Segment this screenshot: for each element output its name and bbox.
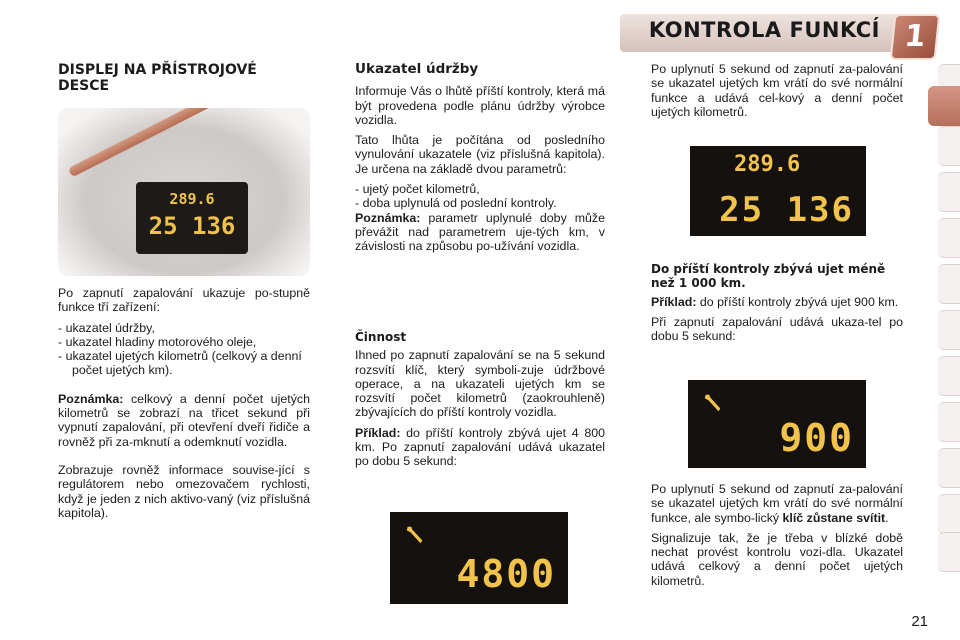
column-1 — [58, 62, 310, 94]
list-item: - ukazatel údržby, — [58, 320, 155, 335]
paragraph: Signalizuje tak, že je třeba v blízké době nechat provést kontrolu vozi-dla. Ukazatel udává celkový a denní počet ujetých kilometrů. — [651, 530, 903, 588]
paragraph: Po uplynutí 5 sekund od zapnutí za-palování se ukazatel ujetých km vrátí do své normální funkce, ale symbo-lický klíč zůstane svítit. — [651, 482, 903, 525]
total-readout: 25 136 — [719, 190, 854, 230]
page-number: 21 — [911, 613, 928, 630]
intro-paragraph: Po zapnutí zapalování ukazuje po-stupně funkce tří zařízení: — [58, 286, 310, 315]
chapter-tab[interactable] — [938, 172, 960, 212]
column-3-warning — [651, 262, 903, 349]
gauge-needle — [68, 108, 277, 177]
wrench-icon — [702, 392, 724, 414]
paragraph: Informuje Vás o lhůtě příští kontroly, která má být provedena podle plánu údržby výrobce vozidla. — [355, 84, 605, 127]
section-heading: DISPLEJ NA PŘÍSTROJOVÉ DESCE — [58, 62, 257, 94]
column-1-body — [58, 286, 310, 526]
wrench-icon — [404, 524, 426, 546]
chapter-tabs — [930, 64, 960, 574]
paragraph: Tato lhůta je počítána od posledního vynulování ukazatele (viz příslušná kapitola). Je určena na základě dvou parametrů: — [355, 133, 605, 176]
function-list — [58, 321, 310, 378]
list-item: - doba uplynulá od poslední kontroly. — [355, 196, 557, 211]
paragraph: Při zapnutí zapalování udává ukaza-tel po dobu 5 sekund: — [651, 314, 903, 344]
trip-readout: 289.6 — [734, 152, 801, 177]
speed-regulator-paragraph: Zobrazuje rovněž informace souvise-jící s regulátorem nebo omezovačem rychlosti, když je jeden z nich aktivo-vaný (viz příslušná kapitola). — [58, 462, 310, 520]
subheading: Činnost — [355, 330, 407, 344]
list-item: - ujetý počet kilometrů, — [355, 182, 480, 197]
chapter-number-badge: 1 — [890, 14, 941, 60]
display-4800 — [390, 512, 568, 604]
chapter-tab[interactable] — [938, 402, 960, 442]
km-readout: 4800 — [456, 552, 556, 596]
parameter-list — [355, 182, 605, 211]
paragraph: Po uplynutí 5 sekund od zapnutí za-palování se ukazatel ujetých km vrátí do své normální funkce a udává cel-kový a denní počet ujetých kilometrů. — [651, 62, 903, 119]
example-paragraph: Příklad: do příští kontroly zbývá ujet 900 km. — [651, 294, 899, 309]
note-paragraph: Poznámka: parametr uplynulé doby může převážit nad parametrem uje-tých km, v závislosti na způsobu po-užívání vozidla. — [355, 210, 605, 254]
chapter-header — [560, 4, 960, 60]
km-readout: 900 — [779, 416, 854, 460]
chapter-tab[interactable] — [938, 494, 960, 534]
chapter-tab[interactable] — [938, 532, 960, 572]
display-900 — [688, 380, 866, 468]
odometer-display — [136, 182, 248, 254]
chapter-tab[interactable] — [938, 264, 960, 304]
instrument-panel-illustration — [58, 108, 310, 276]
list-item: - ukazatel ujetých kilometrů (celkový a denní počet ujetých km). — [58, 349, 302, 378]
chapter-tab-active[interactable] — [928, 86, 960, 126]
display-normal — [690, 146, 866, 236]
chapter-tab[interactable] — [938, 310, 960, 350]
subheading: Do příští kontroly zbývá ujet méně než 1 000 km. — [651, 262, 886, 291]
trip-readout: 289.6 — [169, 190, 215, 208]
example-paragraph: Příklad: do příští kontroly zbývá ujet 4 800 km. Po zapnutí zapalování udává ukazatel po dobu 5 sekund: — [355, 425, 605, 469]
chapter-tab[interactable] — [938, 126, 960, 166]
chapter-tab[interactable] — [938, 448, 960, 488]
note-paragraph: Poznámka: celkový a denní počet ujetých kilometrů se zobrazí na třicet sekund při vypnutí zapalování, při otevření dveří řidiče a rovněž při za-mknutí a odemknutí vozidla. — [58, 391, 310, 449]
section-heading: Ukazatel údržby — [355, 61, 479, 77]
chapter-title: KONTROLA FUNKCÍ — [648, 18, 880, 42]
chapter-tab[interactable] — [938, 356, 960, 396]
chapter-tab[interactable] — [938, 218, 960, 258]
paragraph: Ihned po zapnutí zapalování se na 5 sekund rozsvítí klíč, který symboli-zuje údržbové operace, a na ukazateli ujetých km se rozsvítí počet kilometrů (zaokrouhleně) zbývajících do příští kontroly vozidla. — [355, 348, 605, 420]
column-3 — [651, 62, 903, 125]
list-item: - ukazatel hladiny motorového oleje, — [58, 334, 257, 349]
column-2-activity — [355, 330, 605, 475]
column-2 — [355, 62, 605, 260]
total-readout: 25 136 — [148, 212, 236, 240]
column-3-end — [651, 482, 903, 594]
